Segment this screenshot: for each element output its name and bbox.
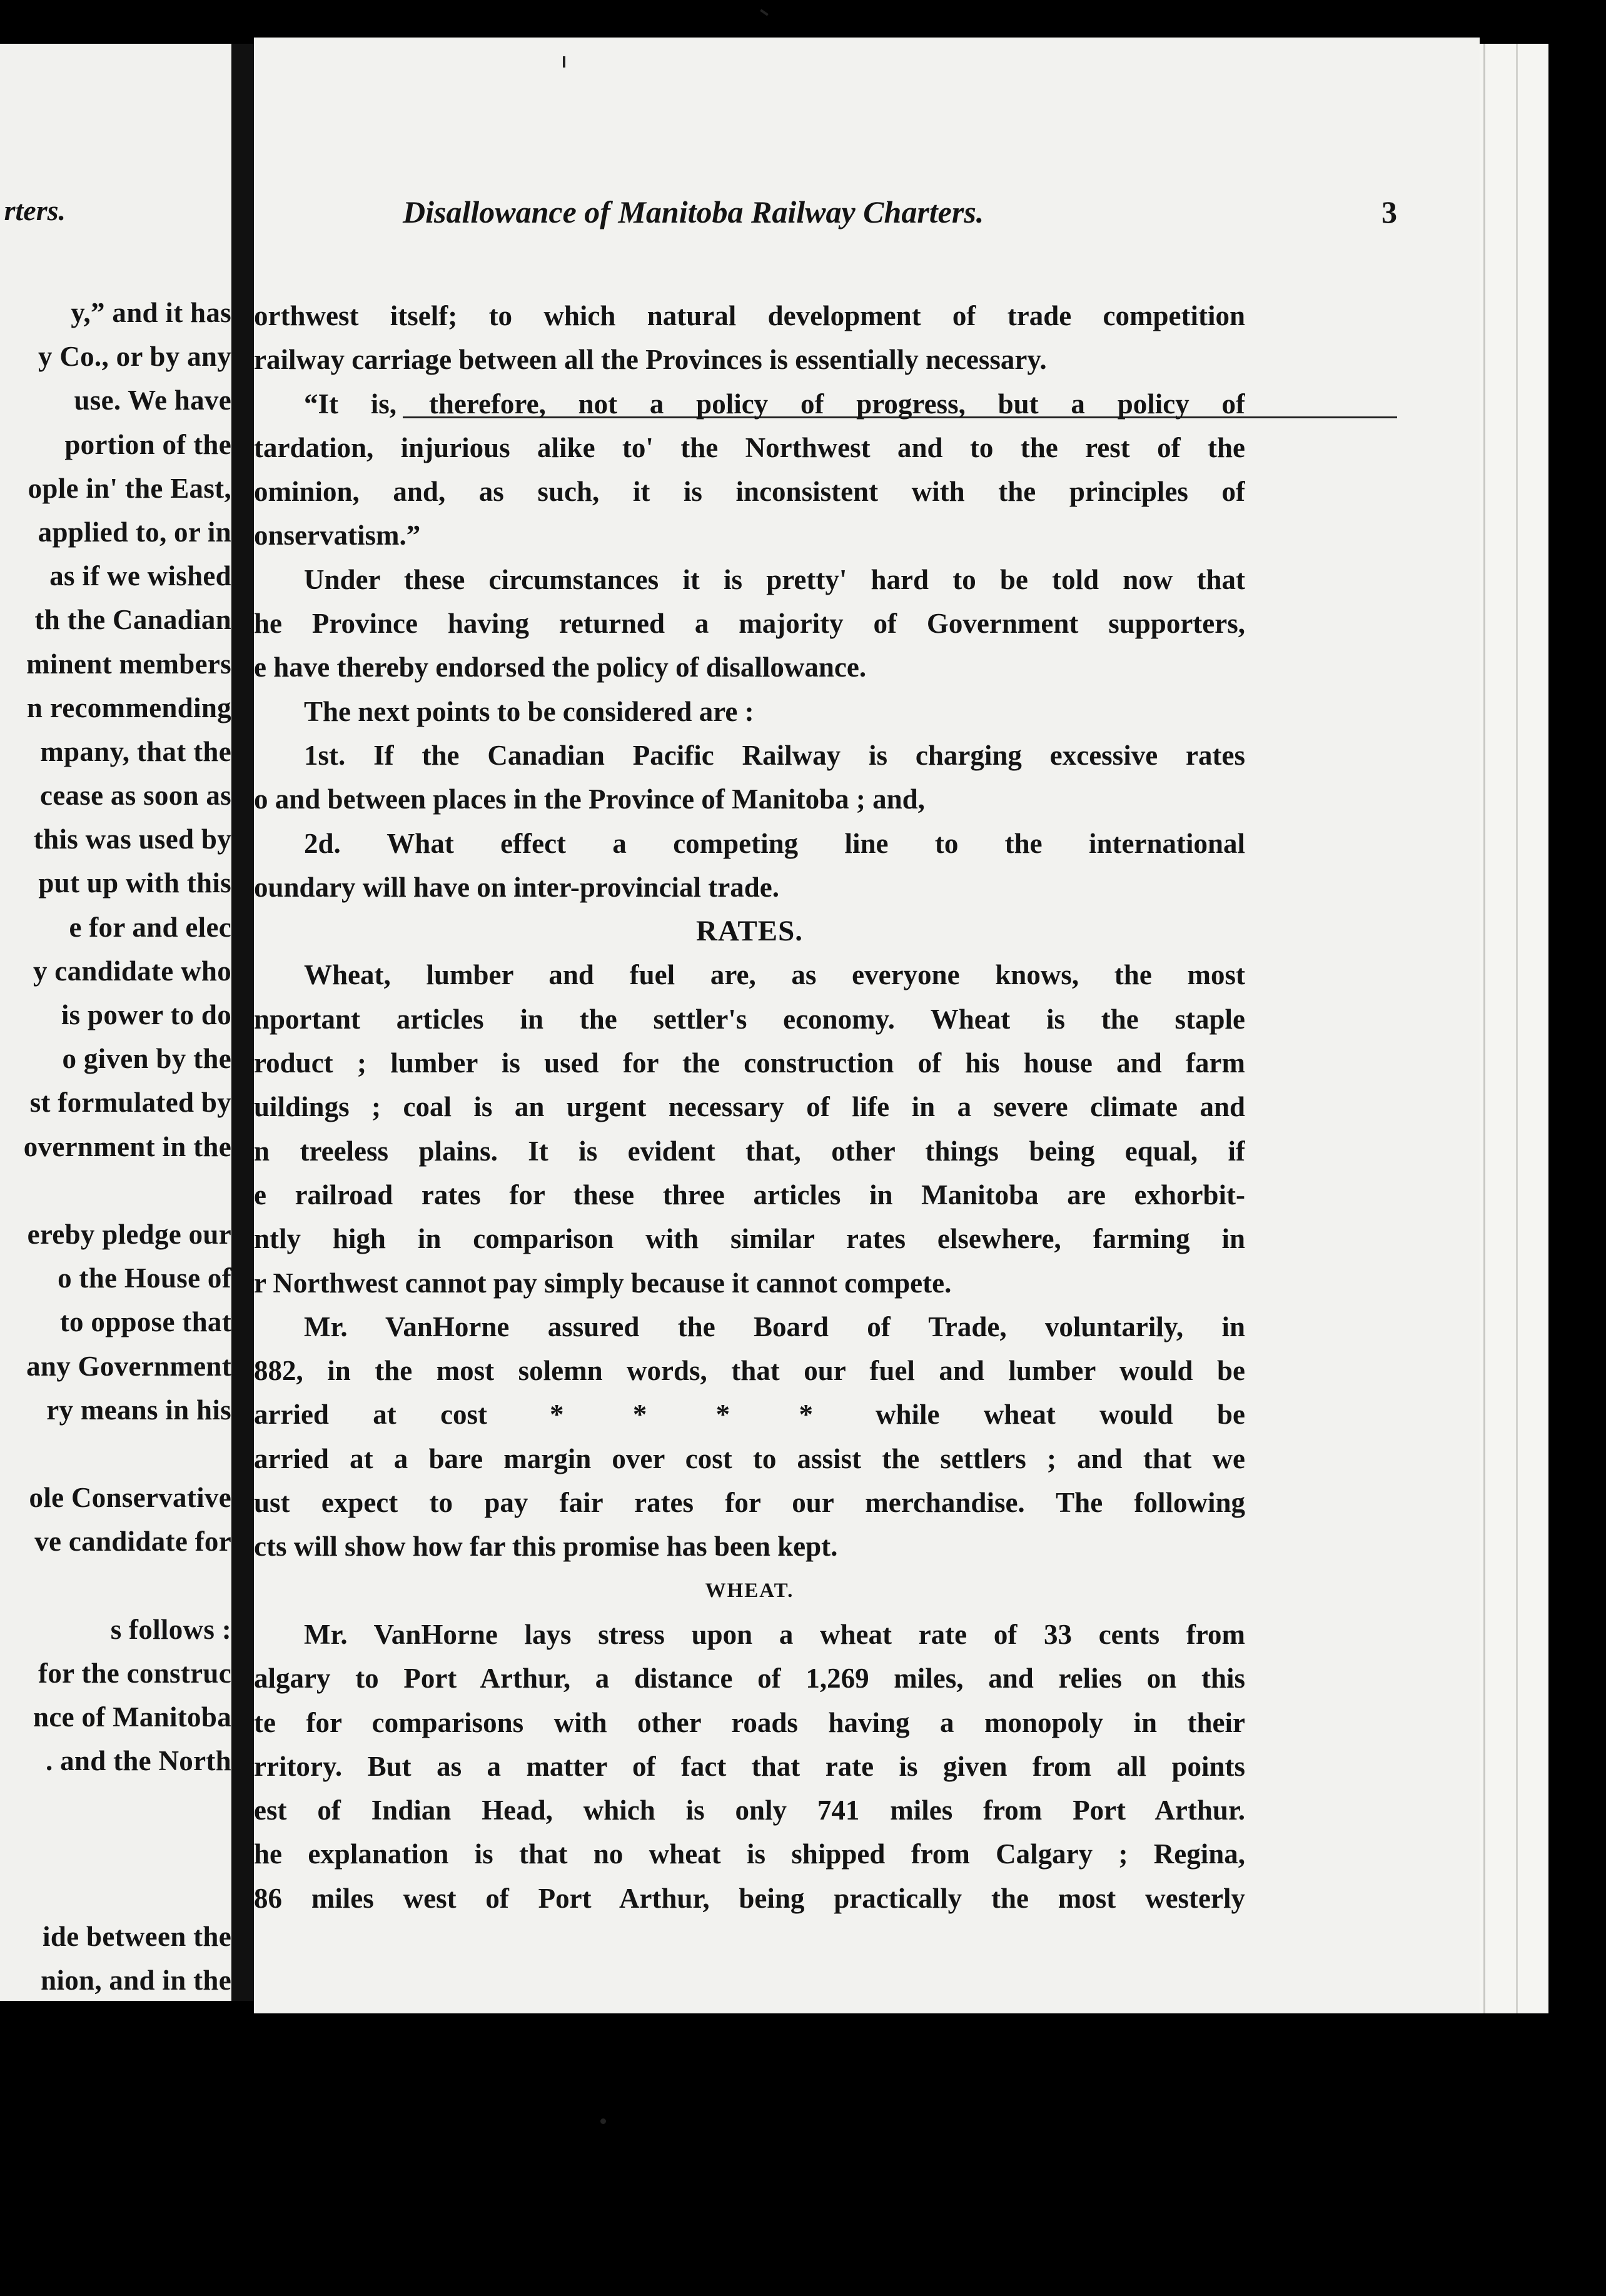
left-text-line: ide between the (43, 1920, 231, 1952)
text-line: The next points to be considered are : (304, 695, 754, 727)
text-line: 882, in the most solemn words, that our fuel and lumber would be (254, 1355, 1245, 1387)
text-line: n treeless plains. It is evident that, other things being equal, if (254, 1135, 1245, 1167)
text-line: Wheat, lumber and fuel are, as everyone knows, the most (304, 959, 1245, 991)
left-text-line: overnment in the (23, 1130, 231, 1162)
left-text-line: as if we wished (49, 560, 231, 592)
left-text-line: this was used by (33, 823, 231, 855)
text-line: orthwest itself; to which natural development of trade competition (254, 300, 1245, 331)
text-line: he Province having returned a majority of Government supporters, (254, 608, 1245, 640)
section-heading-wheat: WHEAT. (705, 1579, 794, 1602)
text-line: ntly high in comparison with similar rates elsewhere, farming in (254, 1223, 1245, 1255)
left-text-line: y Co., or by any (38, 341, 231, 373)
left-text-line: ve candidate for (34, 1526, 231, 1558)
text-line: ust expect to pay fair rates for our merchandise. The following (254, 1487, 1245, 1519)
left-text-line: o given by the (62, 1043, 231, 1075)
asterisk-ellipsis: * * * * (550, 1399, 814, 1431)
running-head-title: Disallowance of Manitoba Railway Charters. (403, 194, 984, 229)
text-line: rritory. But as a matter of fact that rate is given from all points (254, 1750, 1245, 1782)
page-edge (1480, 44, 1548, 2013)
left-text-line: is power to do (61, 999, 231, 1030)
left-text-line: . and the North (45, 1745, 231, 1777)
text-line: te for comparisons with other roads having a monopoly in their (254, 1706, 1245, 1738)
left-text-line (24, 1783, 231, 1826)
page-number: 3 (1381, 194, 1397, 229)
left-text-line (24, 1563, 231, 1607)
left-text-line: any Government (26, 1350, 231, 1382)
scan-speck (563, 56, 565, 68)
text-line: 1st. If the Canadian Pacific Railway is charging excessive rates (304, 739, 1245, 771)
text-line: 2d. What effect a competing line to the international (304, 827, 1245, 859)
left-text-line (24, 1169, 231, 1212)
left-text-line: use. We have (74, 385, 231, 416)
left-text-line: ry means in his (46, 1394, 231, 1426)
text-fragment: arried at cost (254, 1399, 488, 1431)
text-line: e railroad rates for these three articles in Manitoba are exhorbit- (254, 1179, 1245, 1211)
text-line-with-asterisks (254, 1392, 1245, 1436)
text-line: algary to Port Arthur, a distance of 1,269 miles, and relies on this (254, 1663, 1245, 1694)
left-facing-page (0, 44, 231, 2001)
text-line: ominion, and, as such, it is inconsistent with the principles of (254, 476, 1245, 508)
left-text-line: ople in' the East, (28, 472, 231, 504)
left-text-line (24, 1432, 231, 1476)
left-text-line: minent members (26, 648, 231, 680)
text-line: Mr. VanHorne lays stress upon a wheat rate of 33 cents from (304, 1618, 1245, 1650)
text-line: o and between places in the Province of Manitoba ; and, (254, 783, 925, 815)
text-line: uildings ; coal is an urgent necessary of life in a severe climate and (254, 1091, 1245, 1123)
running-header (403, 194, 1480, 244)
left-text-line (24, 1827, 231, 1871)
section-heading-rates: RATES. (696, 915, 803, 948)
text-line: railway carriage between all the Provinces is essentially necessary. (254, 344, 1047, 376)
left-text-line: e for and elec (69, 911, 231, 943)
left-text-line: portion of the (64, 428, 231, 460)
left-text-line (24, 1871, 231, 1915)
text-line: he explanation is that no wheat is shipped from Calgary ; Regina, (254, 1838, 1245, 1870)
text-line: Mr. VanHorne assured the Board of Trade, voluntarily, in (304, 1311, 1245, 1342)
left-text-line: o the House of (58, 1262, 231, 1294)
binding-gutter (231, 44, 254, 2001)
left-text-line: to oppose that (59, 1306, 231, 1338)
left-text-line: st formulated by (29, 1087, 231, 1119)
right-page (254, 38, 1480, 2013)
left-text-line: n recommending (26, 692, 231, 723)
scan-speck (760, 9, 769, 16)
left-page-text (24, 291, 231, 2001)
left-text-line: cease as soon as (39, 780, 231, 812)
text-line: r Northwest cannot pay simply because it cannot compete. (254, 1267, 952, 1299)
text-line: e have thereby endorsed the policy of disallowance. (254, 652, 867, 683)
text-line: onservatism.” (254, 520, 421, 551)
left-text-line: th the Canadian (34, 604, 231, 636)
text-line: “It is, therefore, not a policy of progress, but a policy of (304, 388, 1245, 420)
left-text-line: ereby pledge our (27, 1218, 231, 1250)
page-body (254, 294, 1245, 1920)
text-line: est of Indian Head, which is only 741 miles from Port Arthur. (254, 1795, 1245, 1826)
text-line: Under these circumstances it is pretty' hard to be told now that (304, 563, 1245, 595)
left-text-line: mpany, that the (40, 735, 231, 767)
left-text-line: ole Conservative (29, 1482, 231, 1514)
text-line: arried at a bare margin over cost to assist the settlers ; and that we (254, 1443, 1245, 1474)
left-running-head: rters. (4, 194, 66, 226)
text-line: cts will show how far this promise has been kept. (254, 1531, 838, 1563)
left-text-line: s follows : (110, 1613, 231, 1645)
left-text-line: for the construc (38, 1657, 231, 1689)
text-line: tardation, injurious alike to' the Northwest and to the rest of the (254, 431, 1245, 463)
scan-speck (600, 2118, 606, 2124)
left-text-line: y,” and it has (71, 297, 231, 328)
text-line: oundary will have on inter-provincial trade. (254, 871, 780, 903)
text-line: nportant articles in the settler's economy. Wheat is the staple (254, 1003, 1245, 1035)
left-text-line: nce of Manitoba (33, 1701, 231, 1733)
left-text-line: put up with this (38, 867, 231, 899)
left-text-line: y candidate who (33, 955, 231, 987)
text-fragment: while wheat would be (876, 1399, 1245, 1431)
left-text-line: nion, and in the (41, 1965, 231, 1996)
text-line: roduct ; lumber is used for the construction of his house and farm (254, 1047, 1245, 1079)
left-text-line: applied to, or in (38, 516, 231, 548)
text-line: 86 miles west of Port Arthur, being practically the most westerly (254, 1882, 1245, 1914)
